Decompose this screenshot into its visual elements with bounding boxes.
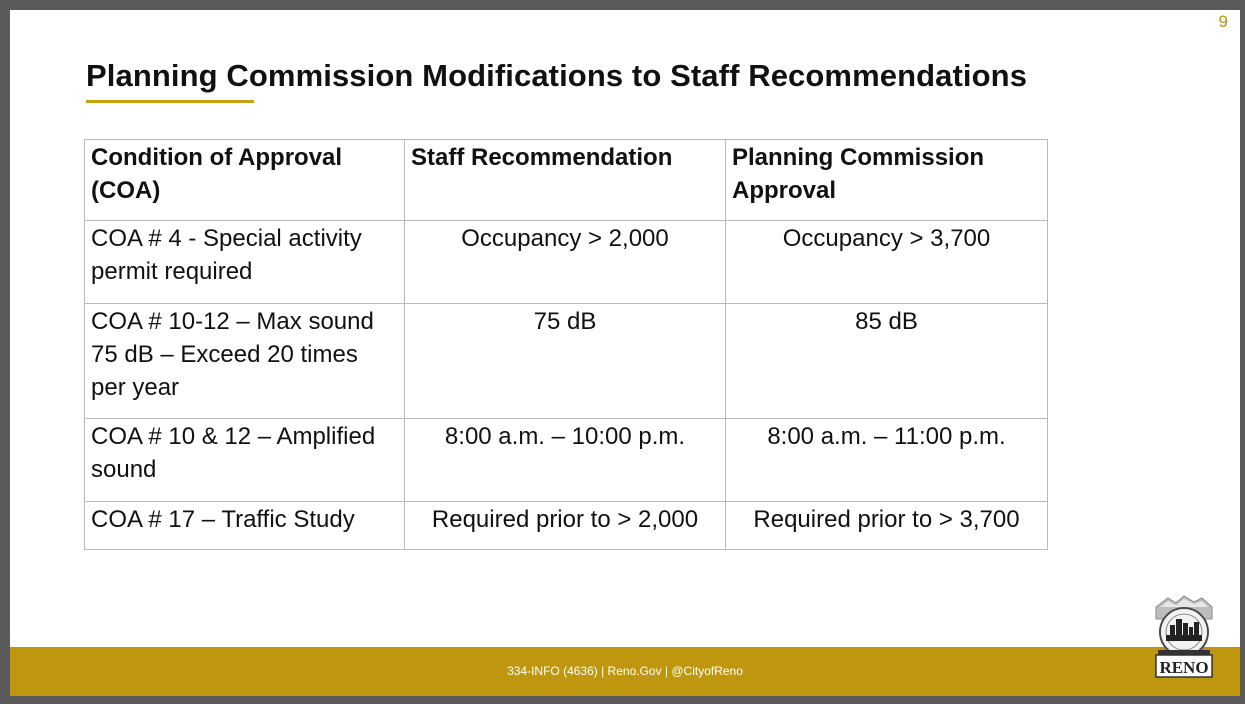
commission-cell: Occupancy > 3,700	[726, 221, 1048, 304]
city-of-reno-logo-icon	[1154, 595, 1214, 682]
staff-cell: Occupancy > 2,000	[405, 221, 726, 304]
condition-cell: COA # 17 – Traffic Study	[85, 502, 405, 550]
title-underline	[86, 100, 254, 103]
staff-cell: 8:00 a.m. – 10:00 p.m.	[405, 419, 726, 502]
header-condition: Condition of Approval (COA)	[85, 140, 405, 221]
condition-cell: COA # 4 - Special activity permit required	[85, 221, 405, 304]
table-row	[85, 419, 1048, 502]
table-row	[85, 304, 1048, 419]
condition-cell: COA # 10 & 12 – Amplified sound	[85, 419, 405, 502]
coa-table	[84, 139, 1048, 550]
header-commission-approval: Planning Commission Approval	[726, 140, 1048, 221]
condition-cell: COA # 10-12 – Max sound 75 dB – Exceed 20 times per year	[85, 304, 405, 419]
slide-title: Planning Commission Modifications to Staff Recommendations	[86, 58, 1028, 93]
footer-bar	[10, 647, 1240, 696]
commission-cell: 8:00 a.m. – 11:00 p.m.	[726, 419, 1048, 502]
commission-cell: Required prior to > 3,700	[726, 502, 1048, 550]
staff-cell: Required prior to > 2,000	[405, 502, 726, 550]
slide	[10, 10, 1240, 696]
logo-wordmark: RENO	[1159, 658, 1209, 677]
commission-cell: 85 dB	[726, 304, 1048, 419]
table-header-row	[85, 140, 1048, 221]
staff-cell: 75 dB	[405, 304, 726, 419]
table-row	[85, 502, 1048, 550]
page-number: 9	[1218, 12, 1228, 31]
footer-contact-text: 334-INFO (4636) | Reno.Gov | @CityofReno	[507, 664, 743, 678]
header-staff-recommendation: Staff Recommendation	[405, 140, 726, 221]
table-row	[85, 221, 1048, 304]
